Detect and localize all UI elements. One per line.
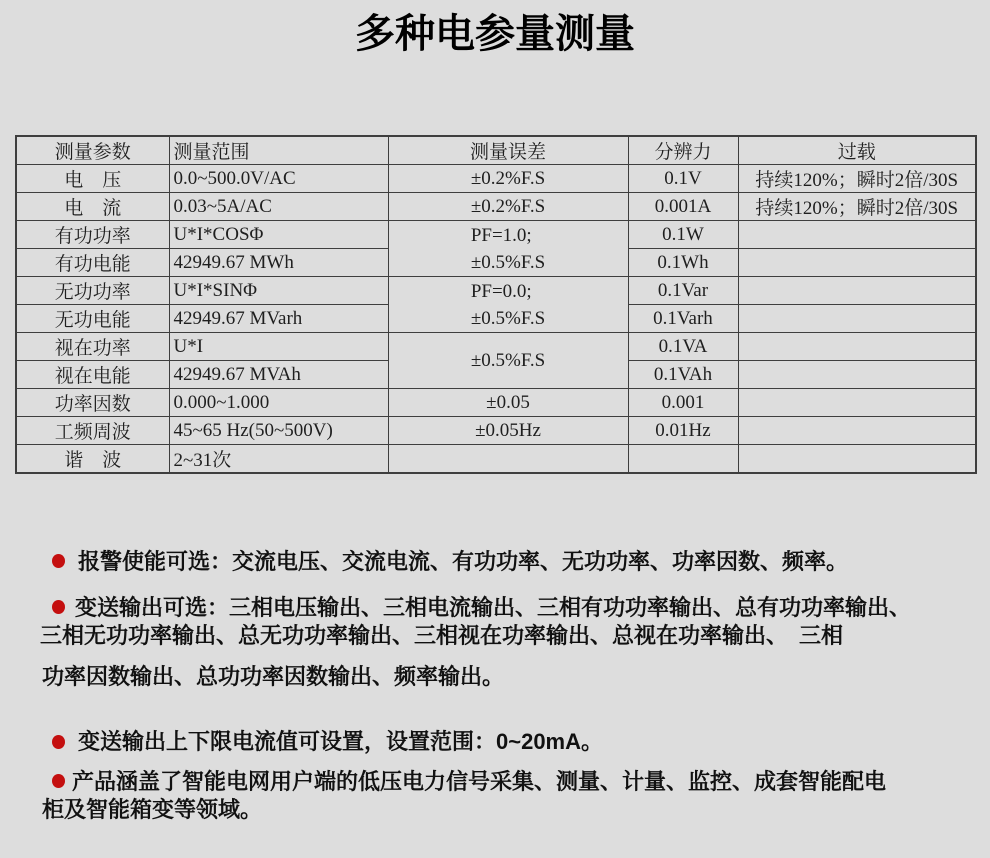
cell-overload-empty — [738, 221, 976, 249]
error-line-2: ±0.5%F.S — [470, 307, 546, 329]
header-overload: 过载 — [738, 136, 976, 165]
cell-resolution: 0.01Hz — [628, 417, 738, 445]
cell-error: ±0.05 — [388, 389, 628, 417]
bullet-dot-icon — [52, 600, 65, 614]
cell-range: 42949.67 MWh — [169, 249, 388, 277]
bullet-product-coverage-line1: 产品涵盖了智能电网用户端的低压电力信号采集、测量、计量、监控、成套智能配电 — [72, 769, 887, 794]
cell-overload-empty — [738, 445, 976, 474]
cell-param: 有功电能 — [16, 249, 169, 277]
cell-param: 有功功率 — [16, 221, 169, 249]
cell-resolution: 0.1Wh — [628, 249, 738, 277]
table-header-row — [16, 136, 976, 165]
cell-range: 2~31次 — [169, 445, 388, 474]
bullet-current-range-text: 变送输出上下限电流值可设置，设置范围：0~20mA。 — [78, 729, 604, 754]
cell-error-merged-active — [388, 221, 628, 277]
cell-range: U*I*SINΦ — [169, 277, 388, 305]
cell-resolution: 0.001A — [628, 193, 738, 221]
cell-param: 电 流 — [16, 193, 169, 221]
table-row-frequency — [16, 417, 976, 445]
bullet-transmit-options-line1: 变送输出可选：三相电压输出、三相电流输出、三相有功功率输出、总有功功率输出、 — [75, 595, 912, 620]
cell-range: U*I — [169, 333, 388, 361]
cell-range: 42949.67 MVAh — [169, 361, 388, 389]
table-row-active-power — [16, 221, 976, 249]
cell-resolution: 0.1VAh — [628, 361, 738, 389]
table-row-harmonics — [16, 445, 976, 474]
cell-error: ±0.05Hz — [388, 417, 628, 445]
bullet-transmit-options-line2: 三相无功功率输出、总无功功率输出、三相视在功率输出、总视在功率输出、 三相 — [40, 623, 844, 648]
table-row-apparent-power — [16, 333, 976, 361]
bullet-product-coverage-line2: 柜及智能箱变等领域。 — [42, 797, 263, 822]
cell-resolution: 0.1VA — [628, 333, 738, 361]
cell-param: 谐 波 — [16, 445, 169, 474]
cell-resolution: 0.001 — [628, 389, 738, 417]
cell-range: 42949.67 MVarh — [169, 305, 388, 333]
cell-param: 无功功率 — [16, 277, 169, 305]
cell-overload-empty — [738, 389, 976, 417]
cell-error-merged-apparent — [388, 333, 628, 389]
cell-param: 工频周波 — [16, 417, 169, 445]
page-title: 多种电参量测量 — [355, 12, 635, 56]
cell-overload-empty — [738, 417, 976, 445]
cell-param: 视在功率 — [16, 333, 169, 361]
table-row-reactive-power — [16, 277, 976, 305]
cell-range: U*I*COSΦ — [169, 221, 388, 249]
header-error: 测量误差 — [388, 136, 628, 165]
cell-overload-empty — [738, 277, 976, 305]
bullet-alarm-text: 报警使能可选：交流电压、交流电流、有功功率、无功功率、功率因数、频率。 — [78, 549, 849, 574]
measurement-table — [15, 135, 977, 474]
cell-param: 功率因数 — [16, 389, 169, 417]
cell-error: ±0.2%F.S — [388, 165, 628, 193]
cell-param: 电 压 — [16, 165, 169, 193]
bullet-dot-icon — [52, 554, 65, 568]
cell-param: 视在电能 — [16, 361, 169, 389]
header-resolution: 分辨力 — [628, 136, 738, 165]
bullet-dot-icon — [52, 774, 65, 788]
error-line-1: PF=1.0; — [470, 224, 532, 246]
cell-overload-empty — [738, 305, 976, 333]
cell-error-merged-reactive — [388, 277, 628, 333]
cell-resolution: 0.1V — [628, 165, 738, 193]
table-row-voltage — [16, 165, 976, 193]
cell-range: 0.03~5A/AC — [169, 193, 388, 221]
error-line-1: ±0.5%F.S — [470, 350, 546, 371]
table-row-current — [16, 193, 976, 221]
cell-overload: 持续120%；瞬时2倍/30S — [738, 165, 976, 193]
header-param: 测量参数 — [16, 136, 169, 165]
cell-resolution: 0.1W — [628, 221, 738, 249]
header-range: 测量范围 — [169, 136, 388, 165]
cell-range: 45~65 Hz(50~500V) — [169, 417, 388, 445]
bullet-dot-icon — [52, 735, 65, 749]
cell-overload-empty — [738, 361, 976, 389]
cell-overload-empty — [738, 333, 976, 361]
cell-resolution: 0.1Var — [628, 277, 738, 305]
table-row-power-factor — [16, 389, 976, 417]
error-line-2: ±0.5%F.S — [470, 251, 546, 273]
cell-param: 无功电能 — [16, 305, 169, 333]
cell-overload-empty — [738, 249, 976, 277]
cell-overload: 持续120%；瞬时2倍/30S — [738, 193, 976, 221]
bullet-transmit-options-line3: 功率因数输出、总功功率因数输出、频率输出。 — [42, 664, 505, 689]
cell-error-empty — [388, 445, 628, 474]
cell-resolution-empty — [628, 445, 738, 474]
cell-error: ±0.2%F.S — [388, 193, 628, 221]
cell-range: 0.0~500.0V/AC — [169, 165, 388, 193]
cell-range: 0.000~1.000 — [169, 389, 388, 417]
error-line-1: PF=0.0; — [470, 280, 532, 302]
cell-resolution: 0.1Varh — [628, 305, 738, 333]
